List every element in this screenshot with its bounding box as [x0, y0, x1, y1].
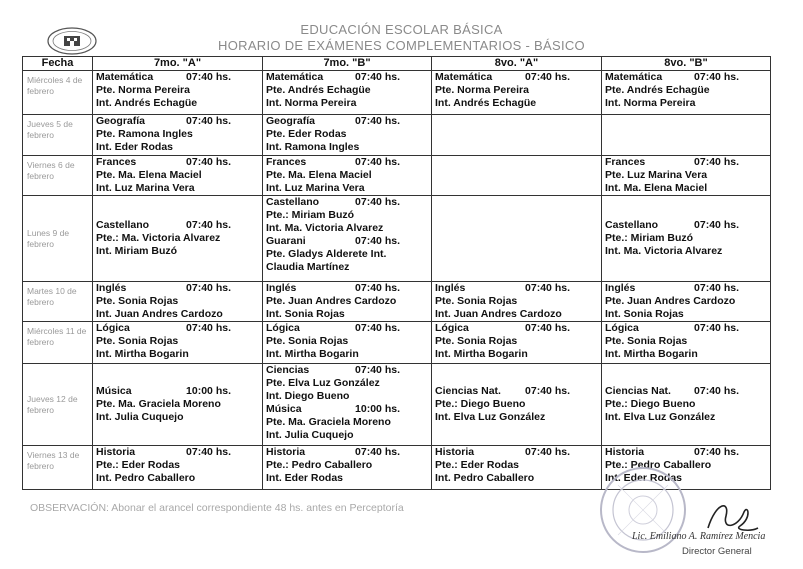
examiner-line: Pte.: Miriam Buzó [266, 209, 355, 221]
exam-date: Miércoles 4 de febrero [23, 71, 93, 115]
exam-time: 07:40 hs. [694, 384, 739, 397]
exam-subject-line [266, 115, 428, 128]
examiner-line: Pte. Sonia Rojas [435, 295, 518, 307]
exam-date: Martes 10 de febrero [23, 282, 93, 322]
exam-subject: Matemática [266, 71, 324, 83]
exam-time: 07:40 hs. [186, 115, 231, 127]
table-row [23, 364, 771, 446]
examiner-line: Pte.: Pedro Caballero [266, 459, 373, 471]
exam-date: Viernes 6 de febrero [23, 156, 93, 196]
exam-time: 07:40 hs. [694, 446, 739, 458]
schedule-cell [263, 364, 432, 446]
table-row [23, 156, 771, 196]
exam-time: 07:40 hs. [694, 71, 739, 83]
exam-subject: Lógica [96, 322, 130, 334]
exam-subject-line [435, 282, 598, 295]
examiner-line: Pte. Norma Pereira [96, 84, 190, 96]
exam-time: 07:40 hs. [694, 322, 739, 334]
exam-subject-line [96, 282, 259, 295]
exam-subject-line [605, 322, 767, 335]
exam-time: 07:40 hs. [694, 282, 739, 294]
examiner-line: Int. Mirtha Bogarin [96, 348, 189, 360]
exam-subject: Ciencias [266, 364, 310, 376]
examiner-line: Pte. Ramona Ingles [96, 128, 193, 140]
examiner-line: Int. Elva Luz González [435, 410, 546, 423]
examiner-line: Int. Andrés Echagüe [435, 97, 537, 109]
examiner-line: Pte. Luz Marina Vera [605, 169, 708, 181]
schedule-cell [432, 115, 602, 156]
examiner-line: Int. Sonia Rojas [266, 308, 345, 320]
examiner-line: Pte. Sonia Rojas [266, 335, 349, 347]
schedule-cell [432, 71, 602, 115]
schedule-cell [602, 115, 771, 156]
exam-subject-line [605, 219, 767, 232]
examiner-line: Int. Mirtha Bogarin [435, 348, 528, 360]
examiner-line: Pte. Gladys Alderete Int. [266, 248, 387, 260]
examiner-line: Pte.: Diego Bueno [605, 397, 696, 410]
examiner-line: Int. Luz Marina Vera [266, 182, 365, 194]
examiner-line: Pte. Elva Luz González [266, 377, 380, 389]
exam-time: 07:40 hs. [355, 446, 400, 458]
exam-time: 07:40 hs. [355, 115, 400, 127]
exam-subject: Frances [266, 156, 307, 168]
exam-subject: Inglés [605, 282, 636, 294]
col-header-8a: 8vo. "A" [432, 57, 602, 71]
schedule-cell [93, 446, 263, 490]
examiner-line: Int. Ma. Victoria Alvarez [266, 222, 384, 234]
examiner-line: Pte.: Miriam Buzó [605, 231, 694, 244]
schedule-cell [93, 115, 263, 156]
doc-subtitle: HORARIO DE EXÁMENES COMPLEMENTARIOS - BÁSICO [218, 38, 585, 53]
schedule-cell [263, 446, 432, 490]
exam-subject-line [96, 446, 259, 459]
exam-subject: Matemática [96, 71, 154, 83]
schedule-cell [93, 196, 263, 282]
exam-time: 07:40 hs. [355, 282, 400, 294]
schedule-cell [602, 71, 771, 115]
signatory-name: Lic. Emiliano A. Ramírez Mencia [632, 531, 766, 542]
exam-date: Miércoles 11 de febrero [23, 322, 93, 364]
col-header-7b: 7mo. "B" [263, 57, 432, 71]
exam-subject: Historia [96, 446, 136, 458]
schedule-cell [432, 446, 602, 490]
exam-subject-line [266, 71, 428, 84]
examiner-line: Int. Ma. Elena Maciel [605, 182, 708, 194]
exam-date: Jueves 5 de febrero [23, 115, 93, 156]
examiner-line: Pte. Ma. Graciela Moreno [96, 397, 221, 410]
examiner-line: Pte.: Pedro Caballero [605, 459, 712, 471]
school-logo-icon [46, 26, 98, 56]
examiner-line: Pte. Norma Pereira [435, 84, 529, 96]
exam-subject: Geografía [96, 115, 146, 127]
schedule-cell [263, 282, 432, 322]
exam-subject-line [96, 71, 259, 84]
exam-date: Lunes 9 de febrero [23, 196, 93, 282]
exam-subject-line [96, 385, 259, 398]
exam-time: 07:40 hs. [525, 446, 570, 458]
examiner-line: Int. Ramona Ingles [266, 141, 360, 153]
examiner-line: Int. Andrés Echagüe [96, 97, 198, 109]
exam-subject-line [605, 282, 767, 295]
exam-subject-line [266, 446, 428, 459]
exam-schedule-table [22, 56, 771, 490]
exam-subject-line [266, 282, 428, 295]
schedule-cell [93, 71, 263, 115]
exam-subject-line [605, 156, 767, 169]
examiner-line: Int. Elva Luz González [605, 410, 716, 423]
table-row [23, 115, 771, 156]
examiner-line: Pte.: Diego Bueno [435, 397, 526, 410]
exam-time: 07:40 hs. [355, 364, 400, 376]
examiner-line: Int. Miriam Buzó [96, 244, 178, 257]
exam-time: 07:40 hs. [525, 71, 570, 83]
examiner-line: Pte. Ma. Graciela Moreno [266, 416, 391, 428]
schedule-cell [432, 364, 602, 446]
exam-date: Viernes 13 de febrero [23, 446, 93, 490]
exam-subject: Castellano [266, 196, 320, 208]
exam-time: 07:40 hs. [186, 322, 231, 334]
schedule-cell [432, 196, 602, 282]
examiner-line: Int. Eder Rodas [605, 472, 683, 484]
examiner-line: Pte. Sonia Rojas [96, 295, 179, 307]
schedule-cell [432, 282, 602, 322]
examiner-line: Pte.: Ma. Victoria Alvarez [96, 231, 221, 244]
exam-subject: Historia [266, 446, 306, 458]
exam-time: 07:40 hs. [694, 218, 739, 231]
examiner-line: Pte.: Eder Rodas [435, 459, 520, 471]
schedule-cell [263, 196, 432, 282]
exam-subject: Matemática [605, 71, 663, 83]
examiner-line: Int. Julia Cuquejo [96, 410, 184, 423]
schedule-cell [602, 364, 771, 446]
exam-subject-line [435, 385, 598, 398]
schedule-cell [93, 364, 263, 446]
exam-subject: Inglés [96, 282, 127, 294]
examiner-line: Pte.: Eder Rodas [96, 459, 181, 471]
exam-subject-line [266, 364, 428, 377]
exam-subject-line [266, 196, 428, 209]
table-row [23, 282, 771, 322]
table-row [23, 71, 771, 115]
examiner-line: Int. Mirtha Bogarin [266, 348, 359, 360]
exam-time: 07:40 hs. [525, 384, 570, 397]
exam-time: 07:40 hs. [355, 322, 400, 334]
exam-subject: Frances [96, 156, 137, 168]
schedule-cell [93, 282, 263, 322]
examiner-line: Claudia Martínez [266, 261, 350, 273]
examiner-line: Pte. Ma. Elena Maciel [96, 169, 202, 181]
schedule-cell [263, 156, 432, 196]
signatory-title: Director General [682, 546, 752, 557]
examiner-line: Int. Mirtha Bogarin [605, 348, 698, 360]
exam-subject: Lógica [605, 322, 639, 334]
col-header-7a: 7mo. "A" [93, 57, 263, 71]
examiner-line: Pte. Ma. Elena Maciel [266, 169, 372, 181]
exam-subject: Geografía [266, 115, 316, 127]
exam-subject: Historia [435, 446, 475, 458]
schedule-cell [602, 196, 771, 282]
examiner-line: Int. Juan Andres Cardozo [435, 308, 562, 320]
schedule-cell [263, 71, 432, 115]
table-row [23, 322, 771, 364]
schedule-cell [432, 156, 602, 196]
exam-time: 07:40 hs. [186, 446, 231, 458]
exam-date: Jueves 12 de febrero [23, 364, 93, 446]
exam-subject: Lógica [266, 322, 300, 334]
exam-subject-line [605, 446, 767, 459]
examiner-line: Int. Pedro Caballero [96, 472, 196, 484]
exam-time: 07:40 hs. [355, 71, 400, 83]
exam-time: 07:40 hs. [186, 282, 231, 294]
exam-time: 07:40 hs. [355, 156, 400, 168]
exam-subject-line [605, 71, 767, 84]
exam-time: 07:40 hs. [186, 218, 231, 231]
examiner-line: Int. Norma Pereira [266, 97, 357, 109]
examiner-line: Pte. Eder Rodas [266, 128, 347, 140]
exam-subject-line [266, 403, 428, 416]
exam-time: 07:40 hs. [355, 235, 400, 247]
exam-subject: Historia [605, 446, 645, 458]
exam-time: 07:40 hs. [525, 282, 570, 294]
exam-subject: Inglés [435, 282, 466, 294]
exam-subject-line [96, 115, 259, 128]
schedule-cell [602, 322, 771, 364]
schedule-cell [263, 115, 432, 156]
examiner-line: Pte. Sonia Rojas [605, 335, 688, 347]
exam-time: 07:40 hs. [186, 156, 231, 168]
examiner-line: Int. Julia Cuquejo [266, 429, 354, 441]
exam-subject: Lógica [435, 322, 469, 334]
exam-subject: Música [96, 384, 132, 397]
doc-title: EDUCACIÓN ESCOLAR BÁSICA [300, 22, 503, 37]
exam-time: 10:00 hs. [355, 403, 400, 415]
exam-time: 10:00 hs. [186, 384, 231, 397]
exam-subject: Matemática [435, 71, 493, 83]
table-header-row [23, 57, 771, 71]
exam-subject-line [435, 322, 598, 335]
exam-time: 07:40 hs. [694, 156, 739, 168]
col-header-fecha: Fecha [23, 57, 93, 71]
schedule-cell [93, 322, 263, 364]
exam-subject-line [96, 156, 259, 169]
exam-time: 07:40 hs. [525, 322, 570, 334]
exam-subject: Ciencias Nat. [435, 384, 501, 397]
exam-subject-line [605, 385, 767, 398]
examiner-line: Pte. Sonia Rojas [96, 335, 179, 347]
examiner-line: Pte. Andrés Echagüe [266, 84, 371, 96]
examiner-line: Pte. Andrés Echagüe [605, 84, 710, 96]
examiner-line: Int. Juan Andres Cardozo [96, 308, 223, 320]
exam-subject-line [435, 71, 598, 84]
exam-subject: Castellano [605, 218, 659, 231]
examiner-line: Pte. Juan Andres Cardozo [266, 295, 397, 307]
exam-subject: Guarani [266, 235, 306, 247]
examiner-line: Int. Ma. Victoria Alvarez [605, 244, 723, 257]
exam-subject: Música [266, 403, 302, 415]
schedule-cell [93, 156, 263, 196]
schedule-cell [263, 322, 432, 364]
schedule-cell [602, 156, 771, 196]
exam-subject: Frances [605, 156, 646, 168]
schedule-cell [432, 322, 602, 364]
exam-subject-line [266, 235, 428, 248]
table-row [23, 196, 771, 282]
exam-subject: Ciencias Nat. [605, 384, 671, 397]
exam-subject-line [266, 156, 428, 169]
examiner-line: Int. Diego Bueno [266, 390, 350, 402]
examiner-line: Int. Sonia Rojas [605, 308, 684, 320]
exam-time: 07:40 hs. [186, 71, 231, 83]
exam-subject-line [435, 446, 598, 459]
exam-subject-line [96, 219, 259, 232]
examiner-line: Pte. Juan Andres Cardozo [605, 295, 736, 307]
exam-subject: Castellano [96, 218, 150, 231]
observation-note: OBSERVACIÓN: Abonar el arancel correspondiente 48 hs. antes en Perceptoría [30, 502, 404, 514]
examiner-line: Pte. Sonia Rojas [435, 335, 518, 347]
examiner-line: Int. Pedro Caballero [435, 472, 535, 484]
exam-subject: Inglés [266, 282, 297, 294]
col-header-8b: 8vo. "B" [602, 57, 771, 71]
examiner-line: Int. Eder Rodas [266, 472, 344, 484]
examiner-line: Int. Luz Marina Vera [96, 182, 195, 194]
exam-time: 07:40 hs. [355, 196, 400, 208]
exam-subject-line [266, 322, 428, 335]
examiner-line: Int. Eder Rodas [96, 141, 174, 153]
examiner-line: Int. Norma Pereira [605, 97, 696, 109]
schedule-cell [602, 282, 771, 322]
exam-subject-line [96, 322, 259, 335]
